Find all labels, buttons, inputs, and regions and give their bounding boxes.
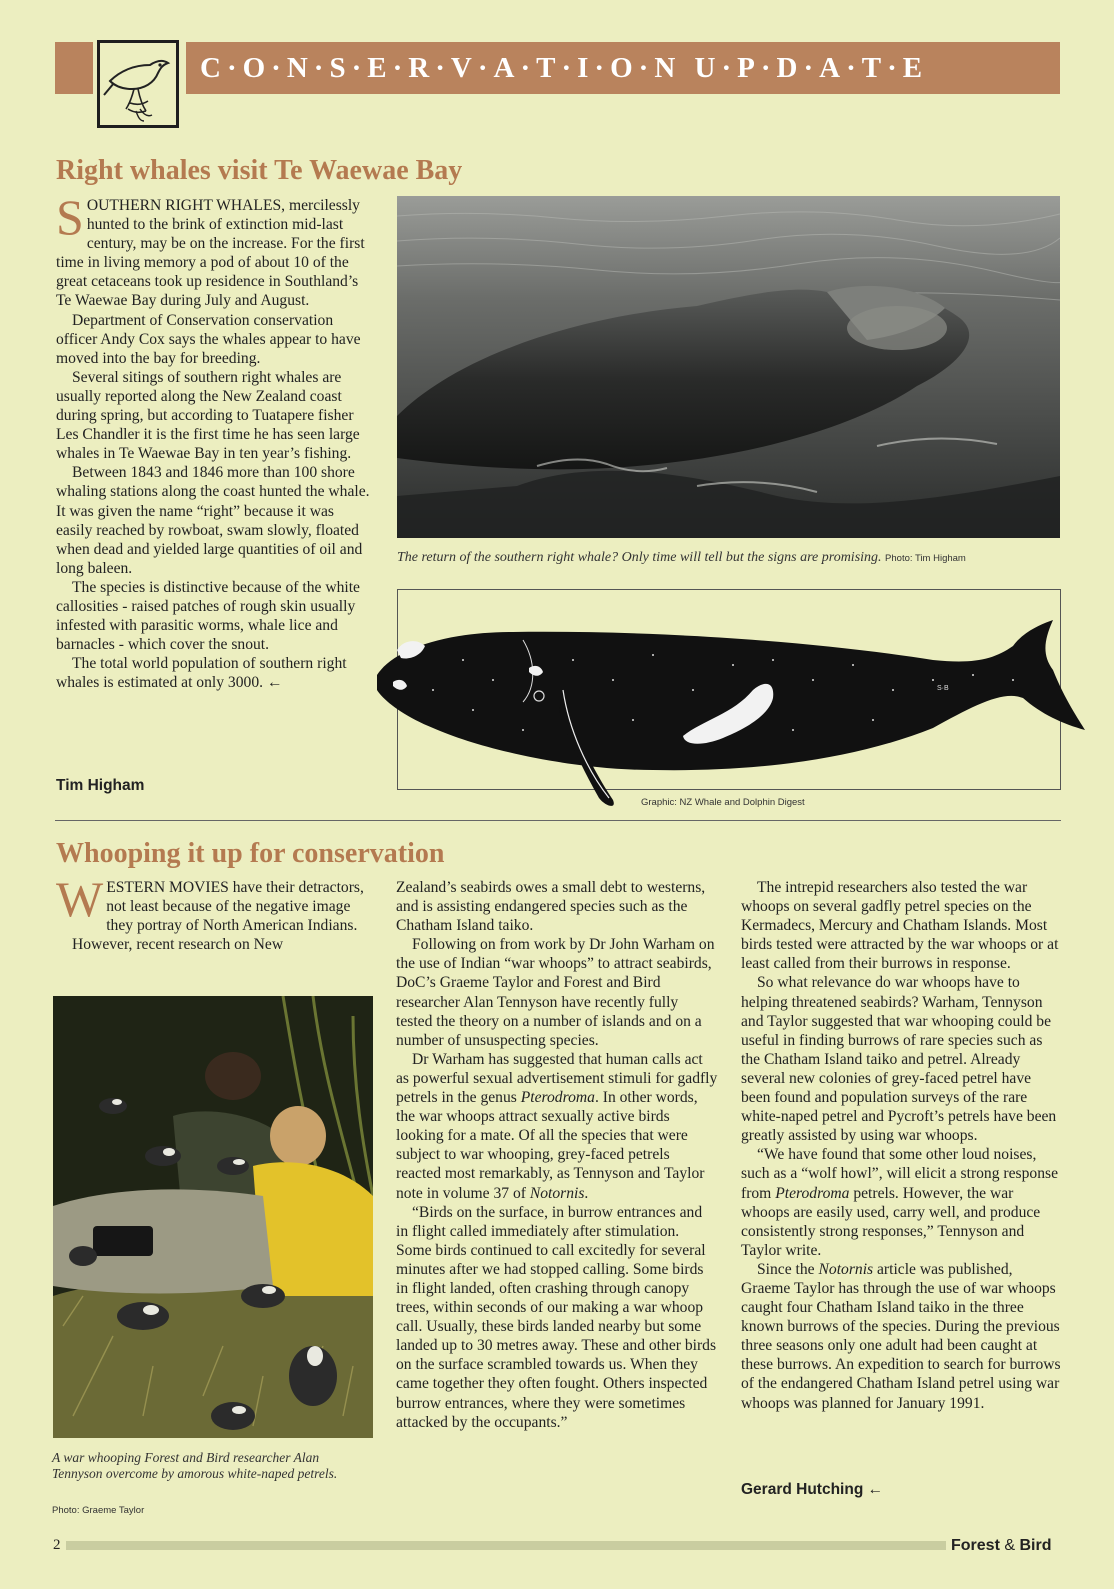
- whale-graphic-credit: Graphic: NZ Whale and Dolphin Digest: [641, 797, 805, 808]
- brand-ampersand: &: [1004, 1537, 1016, 1554]
- banner-left-block: [55, 42, 93, 94]
- text-run: Since the: [757, 1260, 819, 1278]
- journal-name: Notornis: [529, 1184, 585, 1202]
- article2-paragraph: Zealand’s seabirds owes a small debt to westerns, and is assisting endangered species such as the Chatham Island taiko.: [396, 879, 706, 935]
- graphic-signature: S·B: [937, 685, 949, 692]
- genus-name: Pterodroma: [775, 1184, 850, 1202]
- article2-dropcap: W: [56, 871, 104, 927]
- section-banner: C·O·N·S·E·R·V·A·T·I·O·N U·P·D·A·T·E: [186, 42, 1060, 94]
- article1-body: [56, 189, 374, 692]
- whale-illustration: [373, 620, 1093, 815]
- bird-icon: [100, 43, 176, 125]
- article2-col3: [741, 878, 1063, 1413]
- text-run: . In other words, the war whoops attract sexually active birds looking for a mate. Of all the species that were subject to war whooping, grey-faced petrels reacted most remarkably, as Tennyson and Taylor note in volume 37 of: [396, 1089, 705, 1202]
- article2-author: [741, 1481, 883, 1499]
- brand-word: Bird: [1019, 1537, 1052, 1554]
- whale-photo-caption: [397, 550, 1061, 566]
- article2-paragraph: However, recent research on New: [72, 936, 284, 954]
- text-run: article was published, Graeme Taylor has through the use of war whoops caught four Chatham Island taiko in the three known burrows of the species. During the previous three seasons only one adult had been caught at these burrows. An expedition to search for burrows of the endangered Chatham Island petrel using war whoops was planned for January 1991.: [741, 1260, 1061, 1412]
- petrels-photo-credit: Photo: Graeme Taylor: [52, 1505, 145, 1516]
- bird-logo: [97, 40, 179, 128]
- article2-paragraph: [741, 1260, 1063, 1413]
- section-divider: [55, 820, 1061, 821]
- genus-name: Pterodroma: [520, 1089, 595, 1107]
- article1-paragraph: [56, 654, 374, 692]
- article2-col2: [396, 878, 718, 1432]
- end-mark-icon: ←: [266, 674, 283, 692]
- page-number: 2: [53, 1537, 61, 1553]
- article2-paragraph: Following on from work by Dr John Warham on the use of Indian “war whoops” to attract seabirds, DoC’s Graeme Taylor and Forest and Bird researcher Alan Tennyson have recently fully tested the theory on a number of islands and on a number of unsuspecting species.: [396, 936, 715, 1049]
- whale-photo-caption-text: The return of the southern right whale? Only time will tell but the signs are promising.: [397, 550, 882, 565]
- end-mark-icon: ←: [867, 1481, 884, 1498]
- article2-paragraph: [396, 1050, 718, 1203]
- article2-lead: ESTERN MOVIES have their detractors, not least because of the negative image they portray of North American Indians.: [106, 879, 364, 935]
- article2-author-name: Gerard Hutching: [741, 1481, 864, 1498]
- footer-bar: [66, 1541, 946, 1550]
- article1-dropcap: S: [56, 189, 84, 245]
- article1-closing-text: The total world population of southern right whales is estimated at only 3000.: [56, 655, 347, 692]
- article2-title: Whooping it up for conservation: [56, 838, 445, 869]
- article1-paragraph: The species is distinctive because of the white callosities - raised patches of rough skin usually infested with parasitic worms, whale lice and barnacles - which cover the snout.: [56, 578, 360, 654]
- text-run: petrels. However, the war whoops are easily used, carry well, and produce consistently strong responses,” Tennyson and Taylor write.: [741, 1184, 1041, 1259]
- article2-paragraph: The intrepid researchers also tested the war whoops on several gadfly petrel species on the Kermadecs, Mercury and Chatham Islands. Most birds tested were attracted by the war whoops or at least called from their burrows in response.: [741, 879, 1059, 973]
- article1-paragraph: Department of Conservation conservation officer Andy Cox says the whales appear to have moved into the bay for breeding.: [56, 311, 361, 367]
- footer-brand: [951, 1537, 1051, 1555]
- whale-photo-credit: Photo: Tim Higham: [885, 553, 966, 564]
- text-run: “We have found that some other loud noises, such as a “wolf howl”, will elicit a strong response from: [741, 1146, 1058, 1202]
- article1-author: Tim Higham: [56, 777, 145, 794]
- article1-paragraph: Between 1843 and 1846 more than 100 shore whaling stations along the coast hunted the whale. It was given the name “right” because it was easily reached by rowboat, swam slowly, floated when dead and yielded large quantities of oil and long baleen.: [56, 464, 370, 577]
- article1-title: Right whales visit Te Waewae Bay: [56, 155, 463, 186]
- article2-paragraph: [741, 1145, 1063, 1260]
- article1-paragraph: Several sitings of southern right whales are usually reported along the New Zealand coast during spring, but according to Tuatapere fisher Les Chandler it is the first time he has seen large whales in Te Waewae Bay in ten year’s fishing.: [56, 368, 360, 463]
- researcher-petrels-photo: [53, 996, 373, 1438]
- whale-photo: [397, 196, 1060, 538]
- text-run: .: [584, 1184, 589, 1202]
- journal-name: Notornis: [818, 1260, 874, 1278]
- article1-lead: OUTHERN RIGHT WHALES, mercilessly hunted to the brink of extinction mid-last century, may be on the increase. For the first time in living memory a pod of about 10 of the great cetaceans took up residence in Southland’s Te Waewae Bay during July and August.: [56, 197, 365, 310]
- text-run: Dr Warham has suggested that human calls act as powerful sexual advertisement stimuli for gadfly petrels in the genus: [396, 1050, 718, 1107]
- brand-word: Forest: [951, 1537, 1000, 1554]
- article2-paragraph: So what relevance do war whoops have to helping threatened seabirds? Warham, Tennyson and Taylor suggested that war whooping could be useful in finding burrows of rare species such as the Chatham Island taiko and petrel. Already several new colonies of grey-faced petrel have been found and population surveys of the rare white-naped petrel and Pycroft’s petrels have been greatly assisted by using war whoops.: [741, 974, 1057, 1145]
- article2-col1: [56, 871, 374, 954]
- article2-paragraph: “Birds on the surface, in burrow entrances and in flight called immediately after stimulation. Some birds continued to call excitedly for several minutes after we had stopped calling. Some birds in flight landed, often crashing through canopy trees, within seconds of our making a war whoop call. Usually, these birds landed nearby but some landed up to 30 metres away. These and other birds on the surface scrambled towards us. When they came together they often fought. Others inspected burrow entrances, where they were sometimes attacked by the occupants.”: [396, 1203, 717, 1431]
- petrels-photo-caption: A war whooping Forest and Bird researcher Alan Tennyson overcome by amorous white-naped petrels.: [52, 1450, 338, 1481]
